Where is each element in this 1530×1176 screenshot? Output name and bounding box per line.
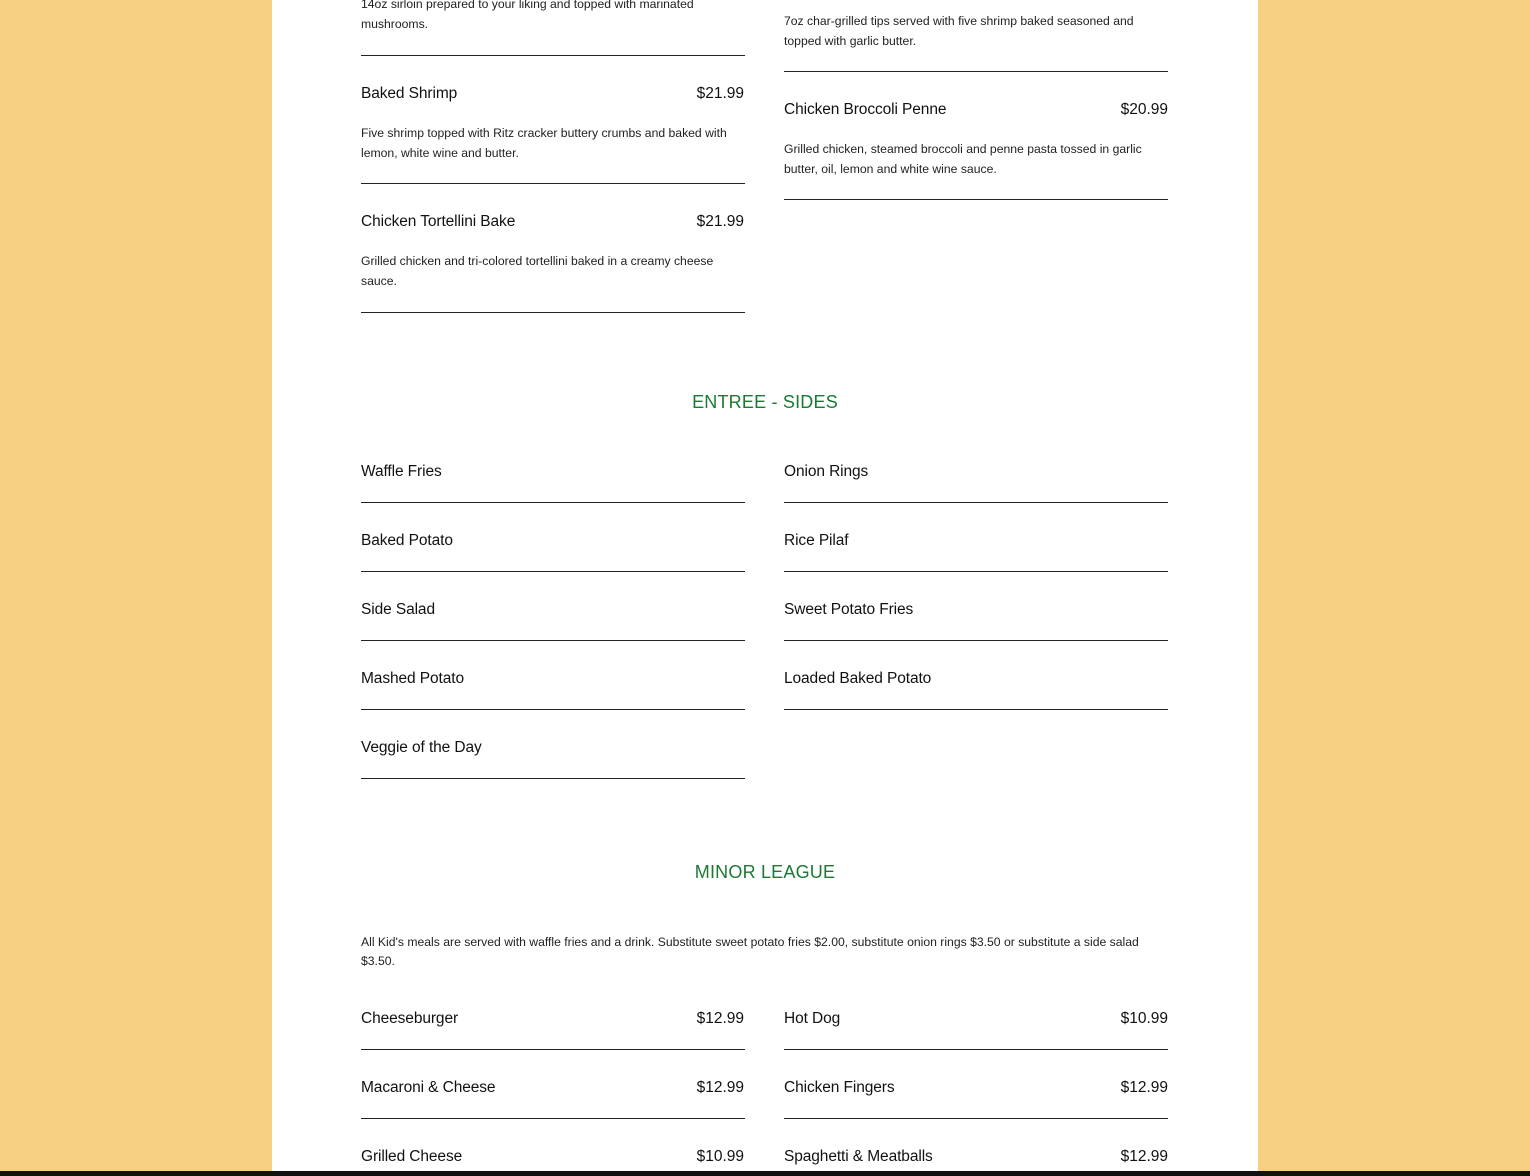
- entree-name: Baked Shrimp: [361, 85, 458, 102]
- section-title-sides: ENTREE - SIDES: [692, 392, 838, 412]
- divider: [784, 1118, 1168, 1119]
- side-item: Loaded Baked Potato: [784, 670, 932, 687]
- side-item: Sweet Potato Fries: [784, 601, 914, 618]
- entree-description: Grilled chicken, steamed broccoli and penne pasta tossed in garlic butter, oil, lemon and white wine sauce.: [784, 142, 1142, 176]
- kids-item-name: Macaroni & Cheese: [361, 1079, 496, 1096]
- kids-item-price: $12.99: [696, 1010, 744, 1027]
- kids-item-price: $10.99: [696, 1148, 744, 1165]
- divider: [361, 571, 745, 572]
- divider: [361, 709, 745, 710]
- kids-item-name: Grilled Cheese: [361, 1148, 463, 1165]
- divider: [784, 571, 1168, 572]
- divider: [361, 778, 745, 779]
- divider: [361, 502, 745, 503]
- side-item: Waffle Fries: [361, 463, 442, 480]
- bottom-bar: [0, 1171, 1530, 1176]
- entree-price: $21.99: [696, 213, 744, 230]
- kids-meal-note: All Kid's meals are served with waffle fries and a drink. Substitute sweet potato fries $2.00, substitute onion rings $3.50 or substitute a side salad $3.50.: [361, 935, 1139, 968]
- divider: [784, 71, 1168, 72]
- side-item: Veggie of the Day: [361, 739, 482, 756]
- side-item: Rice Pilaf: [784, 532, 849, 549]
- entree-name: Chicken Tortellini Bake: [361, 213, 516, 230]
- entree-price: $20.99: [1120, 101, 1168, 118]
- divider: [361, 640, 745, 641]
- divider: [784, 709, 1168, 710]
- kids-item-name: Chicken Fingers: [784, 1079, 895, 1096]
- divider: [361, 1049, 745, 1050]
- kids-item-price: $10.99: [1120, 1010, 1168, 1027]
- entree-description: Grilled chicken and tri-colored tortellini baked in a creamy cheese sauce.: [361, 254, 714, 288]
- divider: [784, 640, 1168, 641]
- divider: [361, 312, 745, 313]
- side-item: Baked Potato: [361, 532, 453, 549]
- divider: [784, 199, 1168, 200]
- menu-page: [272, 0, 1258, 1176]
- section-title-minor-league: MINOR LEAGUE: [694, 862, 836, 882]
- entree-description: 7oz char-grilled tips served with five shrimp baked seasoned and topped with garlic butter.: [784, 14, 1134, 48]
- divider: [784, 502, 1168, 503]
- side-item: Onion Rings: [784, 463, 869, 480]
- kids-item-price: $12.99: [1120, 1148, 1168, 1165]
- divider: [361, 55, 745, 56]
- entree-description: Five shrimp topped with Ritz cracker buttery crumbs and baked with lemon, white wine and butter.: [361, 126, 727, 160]
- entree-description: 14oz sirloin prepared to your liking and topped with marinated mushrooms.: [361, 0, 694, 31]
- divider: [784, 1049, 1168, 1050]
- kids-item-name: Spaghetti & Meatballs: [784, 1148, 933, 1165]
- entree-price: $21.99: [696, 85, 744, 102]
- side-item: Side Salad: [361, 601, 435, 618]
- entree-name: Chicken Broccoli Penne: [784, 101, 947, 118]
- side-item: Mashed Potato: [361, 670, 464, 687]
- divider: [361, 1118, 745, 1119]
- kids-item-price: $12.99: [696, 1079, 744, 1096]
- kids-item-name: Cheeseburger: [361, 1010, 459, 1027]
- divider: [361, 183, 745, 184]
- kids-item-name: Hot Dog: [784, 1010, 841, 1027]
- kids-item-price: $12.99: [1120, 1079, 1168, 1096]
